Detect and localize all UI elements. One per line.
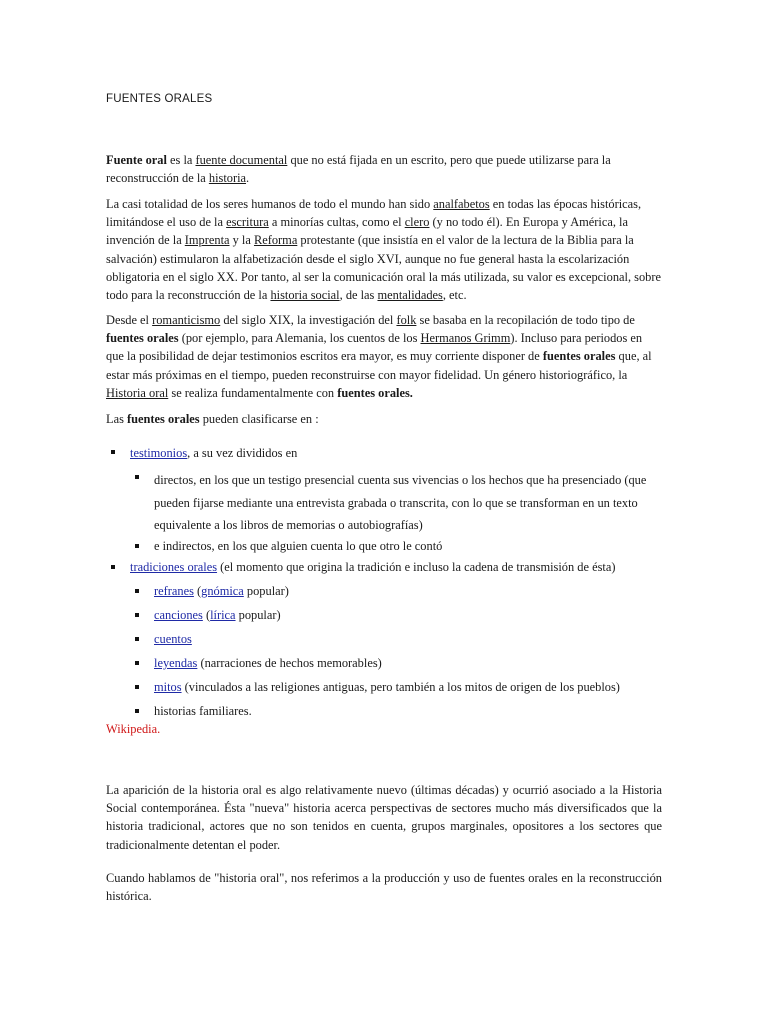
text: ). Incluso para periodos en que la posibilidad de dejar testimonios escritos era mayor, es muy corriente disponer de xyxy=(106,331,643,364)
text: , de las xyxy=(339,288,378,303)
text: , a su vez divididos en xyxy=(187,446,298,460)
text: se realiza fundamentalmente con xyxy=(168,385,338,400)
link-lirica[interactable]: lírica xyxy=(210,608,236,622)
list-item-leyendas xyxy=(154,654,662,672)
paragraph-analfabetismo xyxy=(106,195,662,304)
link-escritura[interactable]: escritura xyxy=(226,215,269,230)
bold-term: fuentes orales xyxy=(127,412,200,426)
text: (y no todo él). En Europa y América, la invención de la xyxy=(106,215,628,248)
text: del siglo XIX, la investigación del xyxy=(220,313,397,327)
link-clero[interactable]: clero xyxy=(404,215,430,230)
bold-term: fuentes orales xyxy=(542,349,616,364)
link-mentalidades[interactable]: mentalidades xyxy=(377,288,443,303)
link-testimonios[interactable]: testimonios xyxy=(130,446,188,460)
text: popular) xyxy=(243,584,289,598)
link-historia-social[interactable]: historia social xyxy=(270,288,340,303)
link-reforma[interactable]: Reforma xyxy=(253,233,298,248)
link-canciones[interactable]: canciones xyxy=(154,608,203,622)
text: y la xyxy=(229,233,254,248)
list-item-mitos xyxy=(154,678,664,696)
paragraph-definicion-historia-oral: Cuando hablamos de "historia oral", nos referimos a la producción y uso de fuentes orales en la reconstrucción histórica. xyxy=(106,871,662,904)
page-title: FUENTES ORALES xyxy=(106,93,213,105)
link-romanticismo[interactable]: romanticismo xyxy=(152,313,221,327)
bullet-icon xyxy=(135,709,139,713)
paragraph-clasificacion xyxy=(106,410,662,428)
link-cuentos[interactable]: cuentos xyxy=(154,632,192,646)
bullet-icon xyxy=(135,637,139,641)
paragraph-historia-oral: La aparición de la historia oral es algo relativamente nuevo (últimas décadas) y ocurrió asociado a la Historia Social contemporánea. Ésta "nueva" historia acerca perspectivas de sectores mucho más diversificados que la historia tradicional, actores que no son tenidos en cuenta, grupos marginales, opositores a los sectores que tradicionalmente detentan el poder. xyxy=(106,783,662,852)
text: que, al estar más próximas en el tiempo, pueden reconstruirse con mayor fidelidad. Un género historiográfico, la xyxy=(106,349,652,382)
link-mitos[interactable]: mitos xyxy=(154,680,182,694)
text: se basaba en la recopilación de todo tipo de xyxy=(416,313,635,327)
link-hermanos-grimm[interactable]: Hermanos Grimm xyxy=(420,331,511,346)
bold-term: fuentes orales. xyxy=(337,385,413,400)
list-item-cuentos xyxy=(154,630,662,648)
text: (narraciones de hechos memorables) xyxy=(197,656,382,670)
text: popular) xyxy=(235,608,281,622)
list-item-canciones xyxy=(154,606,662,624)
list-item-testimonios xyxy=(130,444,660,462)
list-item-tradiciones-orales xyxy=(130,558,670,576)
text: (por ejemplo, para Alemania, los cuentos de los xyxy=(178,331,421,346)
link-fuente-documental[interactable]: fuente documental xyxy=(195,153,288,167)
text: pueden clasificarse en : xyxy=(199,412,319,426)
text: (el momento que origina la tradición e incluso la cadena de transmisión de ésta) xyxy=(217,560,616,574)
link-analfabetos[interactable]: analfabetos xyxy=(433,197,490,211)
link-imprenta[interactable]: Imprenta xyxy=(184,233,230,248)
text: ( xyxy=(202,608,211,622)
bullet-icon xyxy=(135,475,139,479)
bullet-icon xyxy=(111,565,115,569)
bullet-icon xyxy=(135,613,139,617)
text: en todas las épocas históricas, limitándose el uso de la xyxy=(106,197,642,230)
bullet-icon xyxy=(135,589,139,593)
list-item-historias-familiares: historias familiares. xyxy=(154,704,252,718)
bullet-icon xyxy=(135,661,139,665)
text: La casi totalidad de los seres humanos de todo el mundo han sido xyxy=(106,197,434,211)
text: (vinculados a las religiones antiguas, pero también a los mitos de origen de los pueblos) xyxy=(181,680,620,694)
list-item-indirectos: e indirectos, en los que alguien cuenta lo que otro le contó xyxy=(154,539,443,553)
link-leyendas[interactable]: leyendas xyxy=(154,656,198,670)
link-historia-oral[interactable]: Historia oral xyxy=(106,385,169,400)
text: a minorías cultas, como el xyxy=(268,215,405,230)
text: , etc. xyxy=(442,288,467,303)
bold-term: fuentes orales xyxy=(106,331,179,346)
text: . xyxy=(246,171,250,186)
link-historia[interactable]: historia xyxy=(208,171,247,186)
link-gnomica[interactable]: gnómica xyxy=(201,584,244,598)
link-tradiciones-orales[interactable]: tradiciones orales xyxy=(130,560,218,574)
bullet-icon xyxy=(135,685,139,689)
text: protestante (que insistía en el valor de la lectura de la Biblia para la salvación) estimularon la alfabetización desde el siglo XVI, aunque no fue general hasta la escolarización obligatoria en el siglo XX. Por tanto, al ser la comunicación oral la más utilizada, su valor es excepcional, sobre todo para la reconstrucción de la xyxy=(106,233,661,303)
list-item-refranes xyxy=(154,582,662,600)
paragraph-romanticismo xyxy=(106,311,662,402)
bullet-icon xyxy=(135,544,139,548)
text: que no está fijada en un escrito, pero que puede utilizarse para la reconstrucción de la xyxy=(106,153,611,186)
link-folk[interactable]: folk xyxy=(396,313,417,327)
source-label: Wikipedia. xyxy=(106,722,161,736)
list-item-directos: directos, en los que un testigo presencial cuenta sus vivencias o los hechos que ha presenciado (que pueden fijarse mediante una entrevista grabada o transcrita, con lo que se transforman en un texto equivalente a los libros de memorias o autobiografías) xyxy=(154,473,647,532)
link-refranes[interactable]: refranes xyxy=(154,584,194,598)
text: Las xyxy=(106,412,127,426)
text: es la xyxy=(166,153,196,167)
paragraph-definition xyxy=(106,151,662,187)
bold-term: Fuente oral xyxy=(106,153,167,167)
text: Desde el xyxy=(106,313,153,327)
text: ( xyxy=(193,584,202,598)
bullet-icon xyxy=(111,450,115,454)
